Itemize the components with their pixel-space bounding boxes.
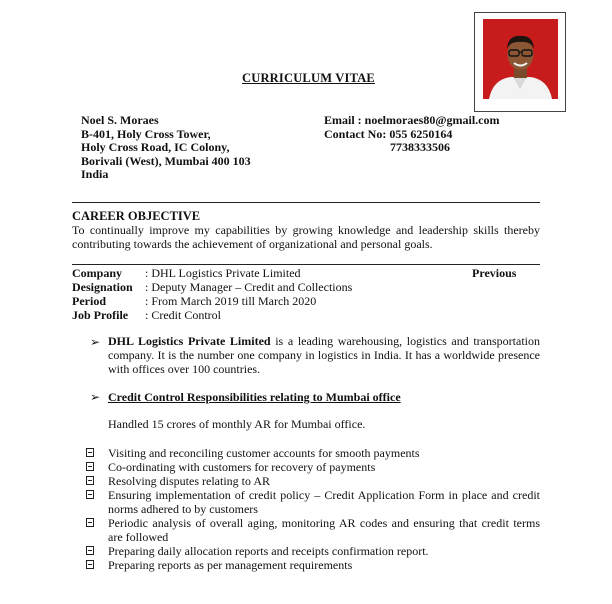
- phone-number: 055 6250164: [389, 126, 453, 141]
- profile-photo: [483, 19, 558, 99]
- employment-status: Previous: [472, 266, 517, 280]
- checkbox-bullet-icon: [86, 448, 94, 457]
- checkbox-bullet-icon: [86, 490, 94, 499]
- person-portrait-icon: [483, 19, 558, 99]
- period-label: Period: [72, 294, 106, 308]
- responsibilities-summary: Handled 15 crores of monthly AR for Mumbai office.: [108, 417, 366, 431]
- profile-photo-frame: [474, 12, 566, 112]
- company-name: DHL Logistics Private Limited: [108, 334, 271, 348]
- job-profile-label: Job Profile: [72, 308, 129, 322]
- phone-number: 7738333506: [390, 140, 450, 155]
- job-details: [72, 266, 352, 322]
- address-line: Borivali (West), Mumbai 400 103: [81, 153, 251, 168]
- arrow-bullet-icon: ➢: [90, 335, 101, 349]
- designation-label: Designation: [72, 280, 133, 294]
- list-item: Ensuring implementation of credit policy – Credit Application Form in place and credit norms adhered to by customers: [86, 488, 540, 516]
- checkbox-bullet-icon: [86, 476, 94, 485]
- list-item: Preparing daily allocation reports and receipts confirmation report.: [86, 544, 540, 558]
- candidate-name: Noel S. Moraes: [81, 113, 159, 127]
- checkbox-bullet-icon: [86, 546, 94, 555]
- address-line: B-401, Holy Cross Tower,: [81, 126, 211, 141]
- list-item: Preparing reports as per management requirements: [86, 558, 540, 572]
- email-label: Email: [324, 113, 355, 127]
- contact-label: Contact No:: [324, 126, 387, 141]
- address-line: Holy Cross Road, IC Colony,: [81, 140, 230, 155]
- address-block: [81, 114, 251, 182]
- checkbox-bullet-icon: [86, 560, 94, 569]
- list-item: Co-ordinating with customers for recovery of payments: [86, 460, 540, 474]
- email-address[interactable]: noelmoraes80@gmail.com: [364, 113, 500, 127]
- career-objective-heading: CAREER OBJECTIVE: [72, 209, 201, 223]
- company-value: : DHL Logistics Private Limited: [145, 266, 301, 280]
- job-profile-value: : Credit Control: [145, 308, 221, 322]
- company-label: Company: [72, 266, 123, 280]
- document-title: CURRICULUM VITAE: [242, 71, 375, 85]
- responsibilities-heading: Credit Control Responsibilities relating to Mumbai office: [108, 390, 401, 404]
- section-divider: [72, 264, 540, 265]
- checkbox-bullet-icon: [86, 518, 94, 527]
- address-country: India: [81, 167, 109, 182]
- responsibilities-list: [86, 446, 540, 572]
- arrow-bullet-icon: ➢: [90, 390, 101, 404]
- company-description: [108, 335, 540, 376]
- section-divider: [72, 202, 540, 203]
- checkbox-bullet-icon: [86, 462, 94, 471]
- designation-value: : Deputy Manager – Credit and Collections: [145, 280, 353, 294]
- list-item: Visiting and reconciling customer accounts for smooth payments: [86, 446, 540, 460]
- list-item: Resolving disputes relating to AR: [86, 474, 540, 488]
- contact-block: Email : noelmoraes80@gmail.com Contact No: 055 6250164 7738333506: [324, 113, 500, 155]
- period-value: : From March 2019 till March 2020: [145, 294, 317, 308]
- career-objective-text: To continually improve my capabilities by growing knowledge and leadership skills thereby contributing towards the achievement of organizational and personal goals.: [72, 223, 540, 251]
- list-item: Periodic analysis of overall aging, monitoring AR codes and ensuring that credit terms are followed: [86, 516, 540, 544]
- company-description-text: is a leading warehousing, logistics and transportation company. It is the number one company in logistics in India. It has a worldwide presence with offices over 100 countries.: [108, 334, 540, 376]
